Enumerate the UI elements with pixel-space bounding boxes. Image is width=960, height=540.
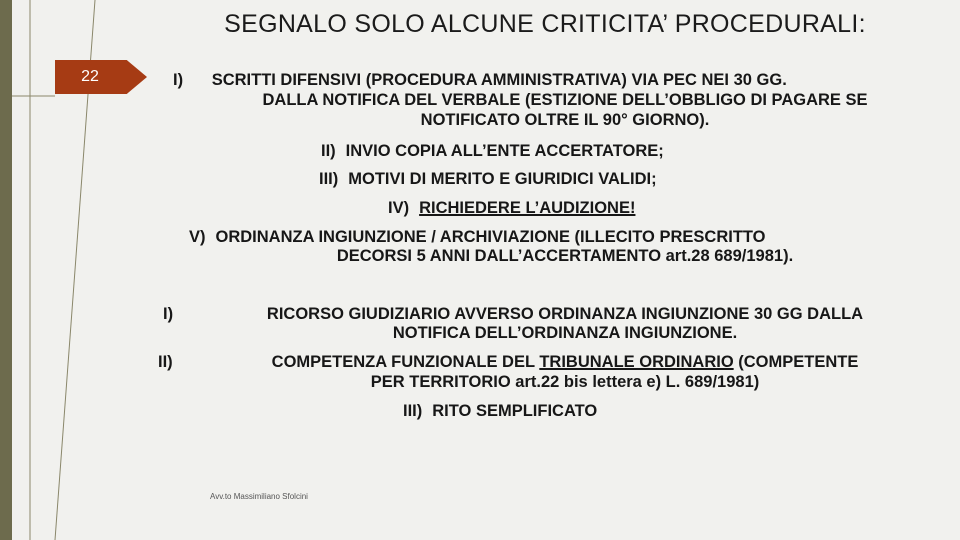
list2-item-1-line-2: NOTIFICA DELL’ORDINANZA INGIUNZIONE. bbox=[392, 324, 738, 342]
slide-title: SEGNALO SOLO ALCUNE CRITICITA’ PROCEDURALI: bbox=[224, 10, 866, 38]
list2-item-2-text-post: (COMPETENTE bbox=[733, 353, 859, 371]
list2-item-3-number: III) bbox=[403, 402, 423, 420]
list1-item-1-line-2: DALLA NOTIFICA DEL VERBALE (ESTIZIONE DELL’OBBLIGO DI PAGARE SE bbox=[262, 91, 868, 109]
list1-item-1-line-3: NOTIFICATO OLTRE IL 90° GIORNO). bbox=[420, 111, 710, 129]
list1-item-5-number: V) bbox=[189, 228, 206, 246]
footer-author: Avv.to Massimiliano Sfolcini bbox=[210, 492, 308, 501]
list2-item-2-text-underlined: TRIBUNALE ORDINARIO bbox=[539, 353, 734, 371]
list1-item-2-number: II) bbox=[321, 142, 336, 160]
list1-item-3 bbox=[319, 169, 657, 189]
list2-item-3 bbox=[403, 401, 597, 421]
list1-item-3-number: III) bbox=[319, 170, 339, 188]
list1-item-5-text: ORDINANZA INGIUNZIONE / ARCHIVIAZIONE (ILLECITO PRESCRITTO bbox=[215, 228, 766, 246]
list1-item-4-text: RICHIEDERE L’AUDIZIONE! bbox=[419, 199, 636, 217]
list2-item-2-line-2: PER TERRITORIO art.22 bis lettera e) L. 689/1981) bbox=[370, 373, 760, 391]
list1-item-1-line-1 bbox=[173, 70, 787, 90]
list1-item-2 bbox=[321, 141, 664, 161]
list1-item-5-line-2: DECORSI 5 ANNI DALL’ACCERTAMENTO art.28 689/1981). bbox=[336, 247, 794, 265]
list1-item-4-number: IV) bbox=[388, 199, 410, 217]
list1-item-4 bbox=[388, 198, 635, 218]
list1-item-3-text: MOTIVI DI MERITO E GIURIDICI VALIDI; bbox=[348, 170, 657, 188]
list1-item-1-text: SCRITTI DIFENSIVI (PROCEDURA AMMINISTRATIVA) VIA PEC NEI 30 GG. bbox=[211, 71, 787, 89]
list2-item-2-text-pre: COMPETENZA FUNZIONALE DEL bbox=[271, 353, 540, 371]
slide-number: 22 bbox=[81, 68, 99, 85]
list2-item-1-number: I) bbox=[163, 305, 174, 323]
list1-item-5-line-1 bbox=[189, 227, 766, 247]
list1-item-2-text: INVIO COPIA ALL’ENTE ACCERTATORE; bbox=[345, 142, 664, 160]
list2-item-1-line-1: RICORSO GIUDIZIARIO AVVERSO ORDINANZA INGIUNZIONE 30 GG DALLA bbox=[266, 305, 864, 323]
list2-item-2-number: II) bbox=[158, 353, 173, 371]
list1-item-1-number: I) bbox=[173, 71, 184, 89]
list2-item-3-text: RITO SEMPLIFICATO bbox=[432, 402, 598, 420]
list2-item-2-line-1 bbox=[195, 352, 935, 372]
